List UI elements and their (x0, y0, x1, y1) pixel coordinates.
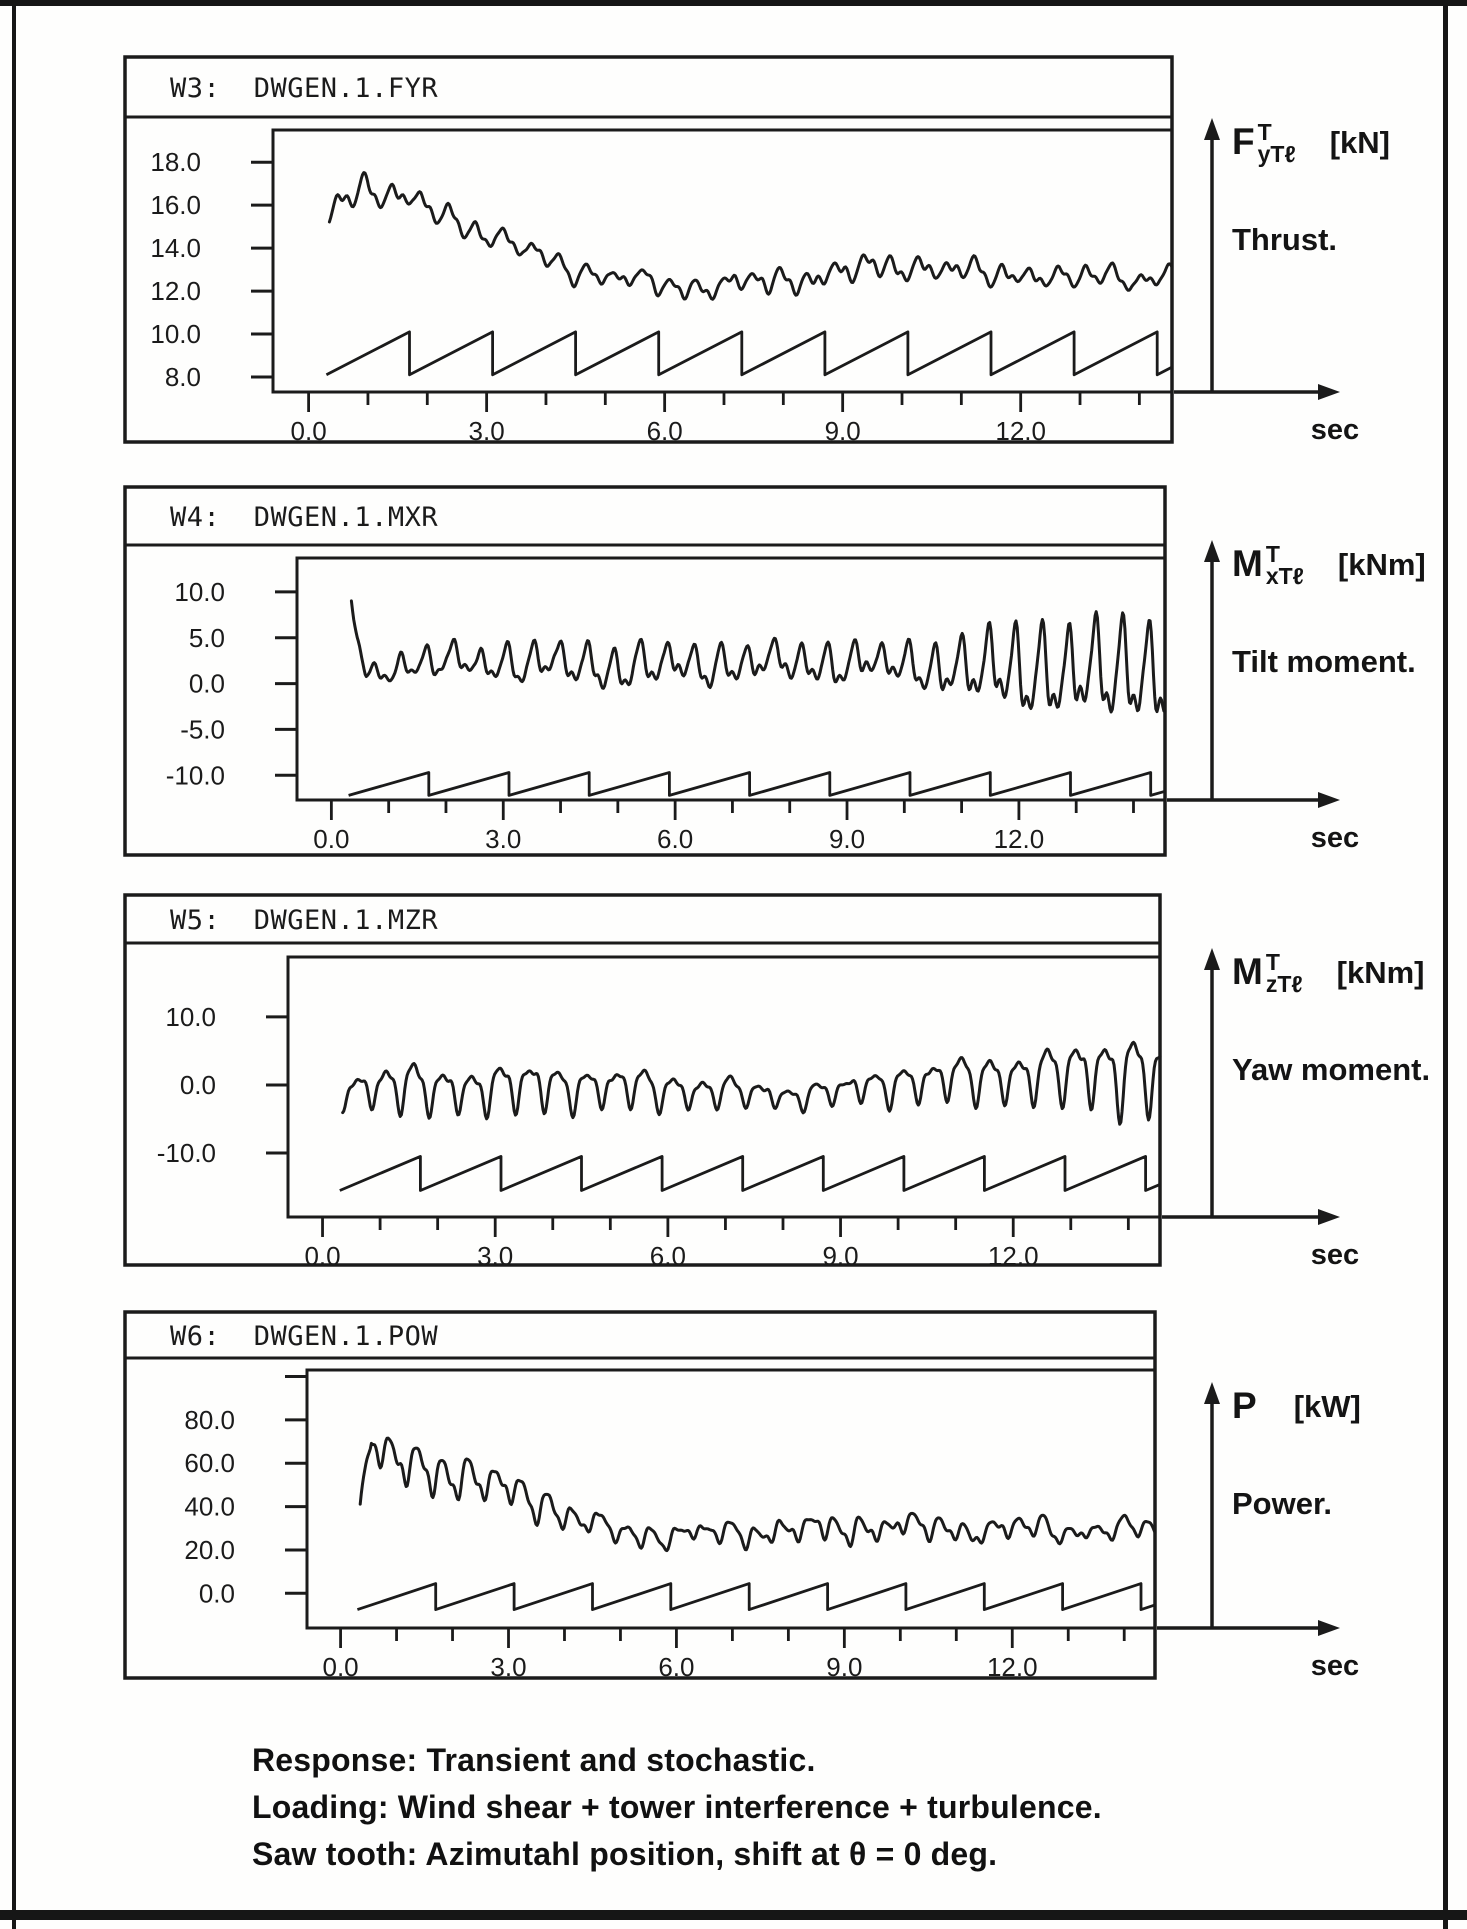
y-axis-arrowhead (1204, 118, 1220, 140)
quantity-subscript: zTℓ (1265, 971, 1303, 997)
quantity-label-tilt-moment (1232, 541, 1426, 589)
quantity-label-thrust (1232, 119, 1390, 167)
x-tick-label: 12.0 (986, 1652, 1038, 1682)
window-frame (125, 895, 1160, 1265)
quantity-name: Thrust. (1232, 222, 1338, 257)
y-tick-label: 10.0 (174, 576, 225, 607)
x-tick-label: 9.0 (824, 416, 861, 446)
caption-line-loading: Loading: Wind shear + tower interference + turbulence. (252, 1789, 1102, 1825)
window-title-w4: W4: DWGEN.1.MXR (170, 502, 439, 533)
y-tick-label: -10.0 (165, 760, 225, 791)
quantity-unit: [kW] (1293, 1389, 1361, 1424)
x-tick-label: 6.0 (658, 1652, 695, 1682)
quantity-symbol: P (1232, 1385, 1257, 1426)
y-tick-label: 0.0 (179, 1069, 216, 1100)
quantity-name: Yaw moment. (1232, 1052, 1431, 1087)
x-tick-label: 0.0 (313, 824, 350, 854)
y-tick-label: 80.0 (184, 1404, 235, 1435)
quantity-superscript: T (1257, 119, 1272, 145)
x-tick-label: 9.0 (828, 824, 866, 854)
y-axis-arrowhead (1204, 1382, 1220, 1404)
y-tick-label: 40.0 (184, 1491, 235, 1522)
x-tick-label: 6.0 (649, 1241, 686, 1271)
y-tick-label: -10.0 (156, 1138, 216, 1169)
y-tick-label: 14.0 (150, 233, 201, 264)
signal-trace (329, 173, 1172, 300)
x-tick-label: 12.0 (993, 824, 1045, 854)
x-axis-arrowhead (1318, 792, 1340, 808)
window-title-w5: W5: DWGEN.1.MZR (170, 905, 439, 936)
x-tick-label: 12.0 (995, 416, 1046, 446)
plot-box (273, 130, 1172, 392)
x-tick-label: 3.0 (485, 824, 522, 854)
x-axis-arrowhead (1318, 384, 1340, 400)
quantity-indices (1257, 119, 1296, 167)
x-tick-label: 9.0 (822, 1241, 859, 1271)
time-axis-unit: sec (1310, 1239, 1360, 1271)
y-tick-label: -5.0 (180, 714, 225, 745)
quantity-name: Power. (1232, 1486, 1332, 1521)
quantity-unit: [kNm] (1337, 547, 1426, 582)
x-tick-label: 0.0 (322, 1652, 359, 1682)
x-tick-label: 3.0 (477, 1241, 514, 1271)
sawtooth-trace (357, 1584, 1155, 1610)
y-tick-label: 60.0 (184, 1448, 235, 1479)
quantity-symbol: F (1232, 121, 1255, 162)
window-frame (125, 57, 1172, 442)
y-tick-label: 0.0 (188, 668, 225, 699)
time-axis-unit: sec (1310, 822, 1360, 854)
caption-line-sawtooth: Saw tooth: Azimutahl position, shift at θ = 0 deg. (252, 1836, 998, 1872)
sawtooth-trace (349, 773, 1165, 796)
x-tick-label: 0.0 (304, 1241, 341, 1271)
quantity-name: Tilt moment. (1232, 644, 1416, 679)
y-axis-arrowhead (1204, 948, 1220, 970)
window-title-w3: W3: DWGEN.1.FYR (170, 73, 439, 104)
time-axis-unit: sec (1310, 414, 1360, 446)
y-tick-label: 10.0 (165, 1001, 216, 1032)
x-axis-arrowhead (1318, 1209, 1340, 1225)
quantity-indices (1265, 949, 1303, 997)
y-axis-arrowhead (1204, 540, 1220, 562)
x-tick-label: 0.0 (290, 416, 327, 446)
y-tick-label: 5.0 (188, 622, 225, 653)
y-tick-label: 16.0 (150, 190, 201, 221)
signal-trace (343, 1042, 1160, 1124)
quantity-symbol: M (1232, 951, 1263, 992)
x-tick-label: 9.0 (826, 1652, 863, 1682)
y-tick-label: 8.0 (164, 361, 201, 392)
x-tick-label: 12.0 (987, 1241, 1039, 1271)
signal-trace (351, 601, 1165, 712)
x-axis-arrowhead (1318, 1620, 1340, 1636)
time-axis-unit: sec (1310, 1650, 1360, 1682)
quantity-label-yaw-moment (1232, 949, 1425, 997)
quantity-indices (1265, 541, 1304, 589)
quantity-unit: [kN] (1329, 125, 1390, 160)
sawtooth-trace (326, 332, 1172, 375)
figure-caption (252, 1737, 1102, 1878)
signal-trace (360, 1438, 1155, 1551)
y-tick-label: 0.0 (198, 1578, 235, 1609)
x-tick-label: 3.0 (490, 1652, 527, 1682)
quantity-subscript: yTℓ (1257, 141, 1296, 167)
window-frame (125, 1312, 1155, 1678)
quantity-subscript: xTℓ (1265, 563, 1304, 589)
y-tick-label: 20.0 (184, 1534, 235, 1565)
y-tick-label: 18.0 (150, 147, 201, 178)
x-tick-label: 3.0 (468, 416, 505, 446)
sawtooth-trace (340, 1156, 1160, 1190)
y-tick-label: 10.0 (150, 319, 201, 350)
x-tick-label: 6.0 (657, 824, 694, 854)
quantity-superscript: T (1265, 541, 1280, 567)
quantity-unit: [kNm] (1336, 955, 1425, 990)
quantity-symbol: M (1232, 543, 1263, 584)
y-tick-label: 12.0 (150, 276, 201, 307)
window-title-w6: W6: DWGEN.1.POW (170, 1321, 439, 1352)
quantity-label-power (1232, 1386, 1361, 1428)
caption-line-response: Response: Transient and stochastic. (252, 1742, 816, 1778)
quantity-superscript: T (1265, 949, 1280, 975)
x-tick-label: 6.0 (646, 416, 683, 446)
